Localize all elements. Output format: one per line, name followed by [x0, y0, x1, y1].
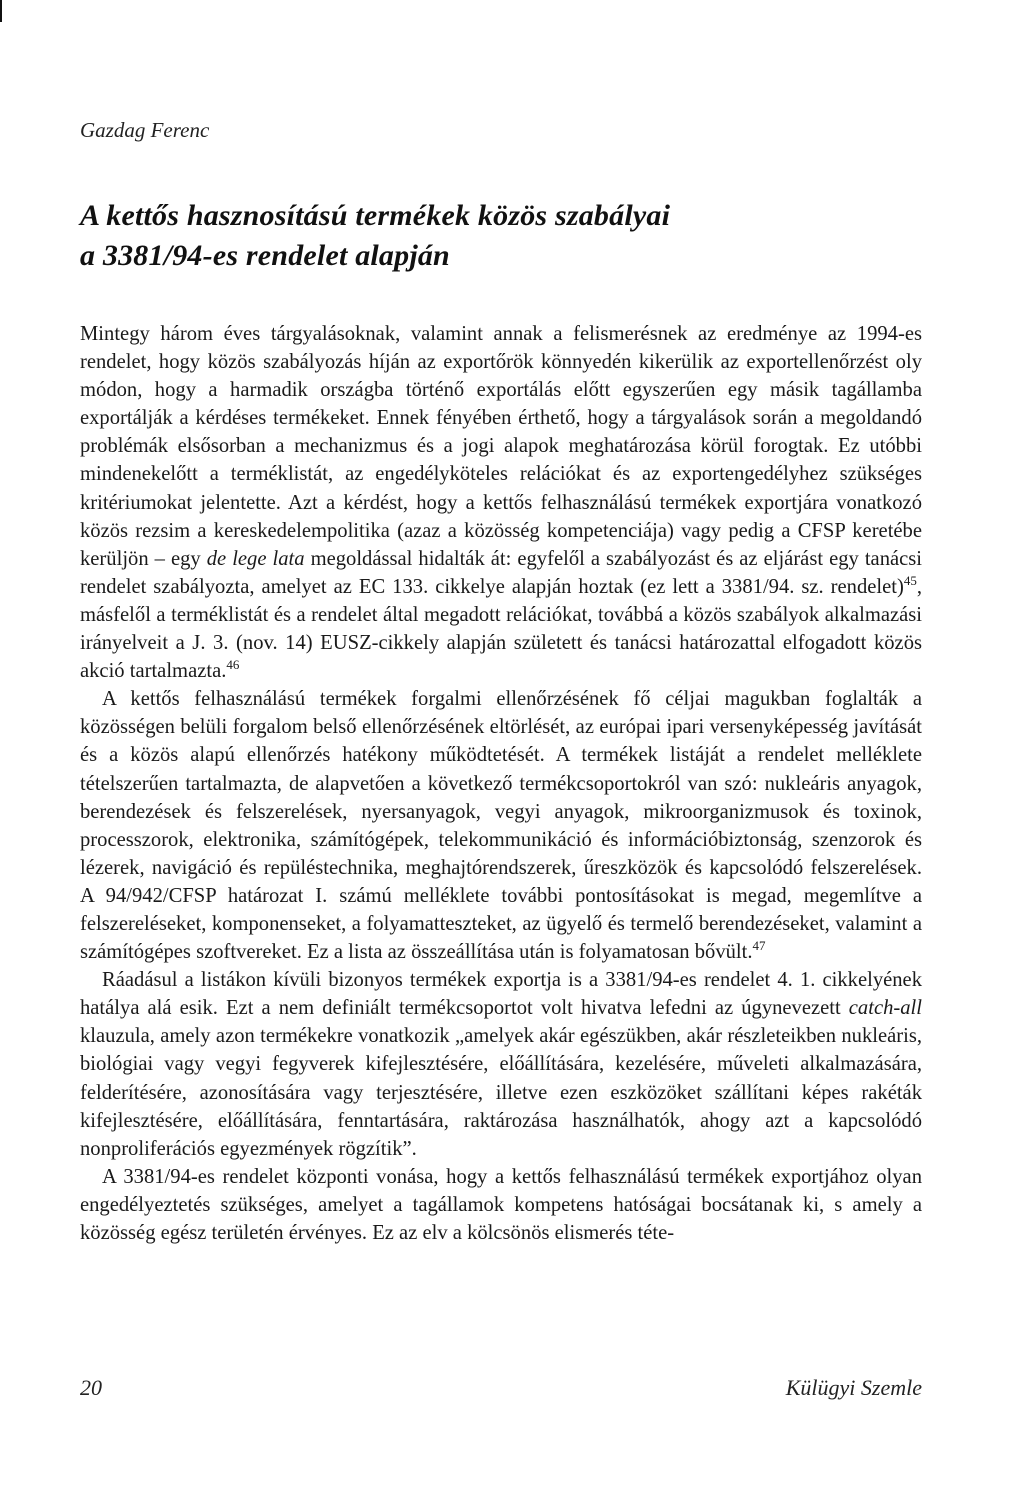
paragraph-1	[80, 320, 922, 685]
article-title-line-1: A kettős hasznosítású termékek közös szabályai	[80, 199, 671, 232]
paragraph-4-text: A 3381/94-es rendelet központi vonása, hogy a kettős felhasználású termékek exportjához olyan engedélyeztetés szükséges, amelyet a tagállamok kompetens hatóságai bocsátanak ki, s amely a közösség egész területén érvényes. Ez az elv a kölcsönös elismerés téte-	[80, 1165, 922, 1244]
paragraph-3-text-a: Ráadásul a listákon kívüli bizonyos termékek exportja is a 3381/94-es rendelet 4. 1. cikkelyének hatálya alá esik. Ezt a nem definiált termékcsoportot volt hivatva lefedni az úgynevezett	[80, 969, 922, 1020]
footnote-ref-47: 47	[752, 938, 766, 954]
journal-name: Külügyi Szemle	[785, 1375, 922, 1400]
paragraph-3-text-b: klauzula, amely azon termékekre vonatkozik „amelyek akár egészükben, akár részleteikben nukleáris, biológiai vagy vegyi fegyverek kifejlesztésére, előállítására, kezelésére, műveleti alkalmazására, felderítésére, azonosítására vagy terjesztésére, illetve ezen eszközöket szállítani képes rakéták kifejlesztésére, előállítására, fenntartására, raktározása használhatók, ahogy azt a kapcsolódó nonproliferációs egyezmények rögzítik”.	[80, 1025, 922, 1160]
running-head-author: Gazdag Ferenc	[80, 118, 210, 142]
article-title-line-2: a 3381/94-es rendelet alapján	[80, 239, 450, 272]
paragraph-1-italic-term: de lege lata	[206, 547, 305, 570]
article-body	[80, 320, 922, 1247]
paragraph-3	[80, 966, 922, 1163]
paragraph-1-text-c: , másfelől a terméklistát és a rendelet által megadott relációkat, továbbá a közös szabályok alkalmazási irányelveit a J. 3. (nov. 14) EUSZ-cikkely alapján született és tanácsi határozattal elfogadott közös akció tartalmazta.	[80, 575, 922, 683]
footnote-ref-46: 46	[226, 657, 240, 673]
page-number: 20	[80, 1375, 102, 1400]
paragraph-1-text-b: megoldással hidalták át: egyfelől a szabályozást és az eljárást egy tanácsi rendelet szabályozta, amelyet az EC 133. cikkelye alapján hoztak (ez lett a 3381/94. sz. rendelet)	[80, 547, 923, 598]
paragraph-2-text: A kettős felhasználású termékek forgalmi ellenőrzésének fő céljai magukban foglalták a közösségen belüli forgalom belső ellenőrzésének eltörlését, az európai ipari versenyképesség javítását és a közös alapú ellenőrzés hatékony működtetését. A termékek listáját a rendelet melléklete tételszerűen tartalmazta, de alapvetően a következő termékcsoportokról van szó: nukleáris anyagok, berendezések és felszerelések, nyersanyagok, vegyi anyagok, mikroorganizmusok és toxinok, processzorok, elektronika, számítógépek, telekommunikáció és információbiztonság, szenzorok és lézerek, navigáció és repüléstechnika, meghajtórendszerek, űreszközök és kapcsolódó felszerelések. A 94/942/CFSP határozat I. számú melléklete további pontosításokat is megad, megemlítve a felszereléseket, komponenseket, a folyamatteszteket, az ügyelő és termelő berendezéseket, valamint a számítógépes szoftvereket. Ez a lista az összeállítása után is folyamatosan bővült.	[80, 688, 922, 964]
paragraph-4	[80, 1163, 922, 1247]
article-title	[80, 196, 940, 276]
paragraph-2	[80, 685, 922, 966]
footnote-ref-45: 45	[903, 572, 917, 588]
paragraph-1-text-a: Mintegy három éves tárgyalásoknak, valamint annak a felismerésnek az eredménye az 1994-es rendelet, hogy közös szabályozás híján az exportőrök könnyedén kikerülik az exportellenőrzést oly módon, hogy a harmadik országba történő exportálás előtt egyszerűen egy másik tagállamba exportálják a kérdéses termékeket. Ennek fényében érthető, hogy a tárgyalások során a megoldandó problémák elsősorban a mechanizmus és a jogi alapok meghatározása körül forogtak. Ez utóbbi mindenekelőtt a terméklistát, az engedélyköteles relációkat és az exportengedélyhez szükséges kritériumokat jelentette. Azt a kérdést, hogy a kettős felhasználású termékek exportjára vonatkozó közös rezsim a kereskedelempolitika (azaz a közösség kompetenciája) vagy pedig a CFSP keretébe kerüljön – egy	[80, 323, 922, 570]
scan-edge-mark	[0, 0, 2, 22]
paragraph-3-italic-term: catch-all	[848, 997, 922, 1020]
